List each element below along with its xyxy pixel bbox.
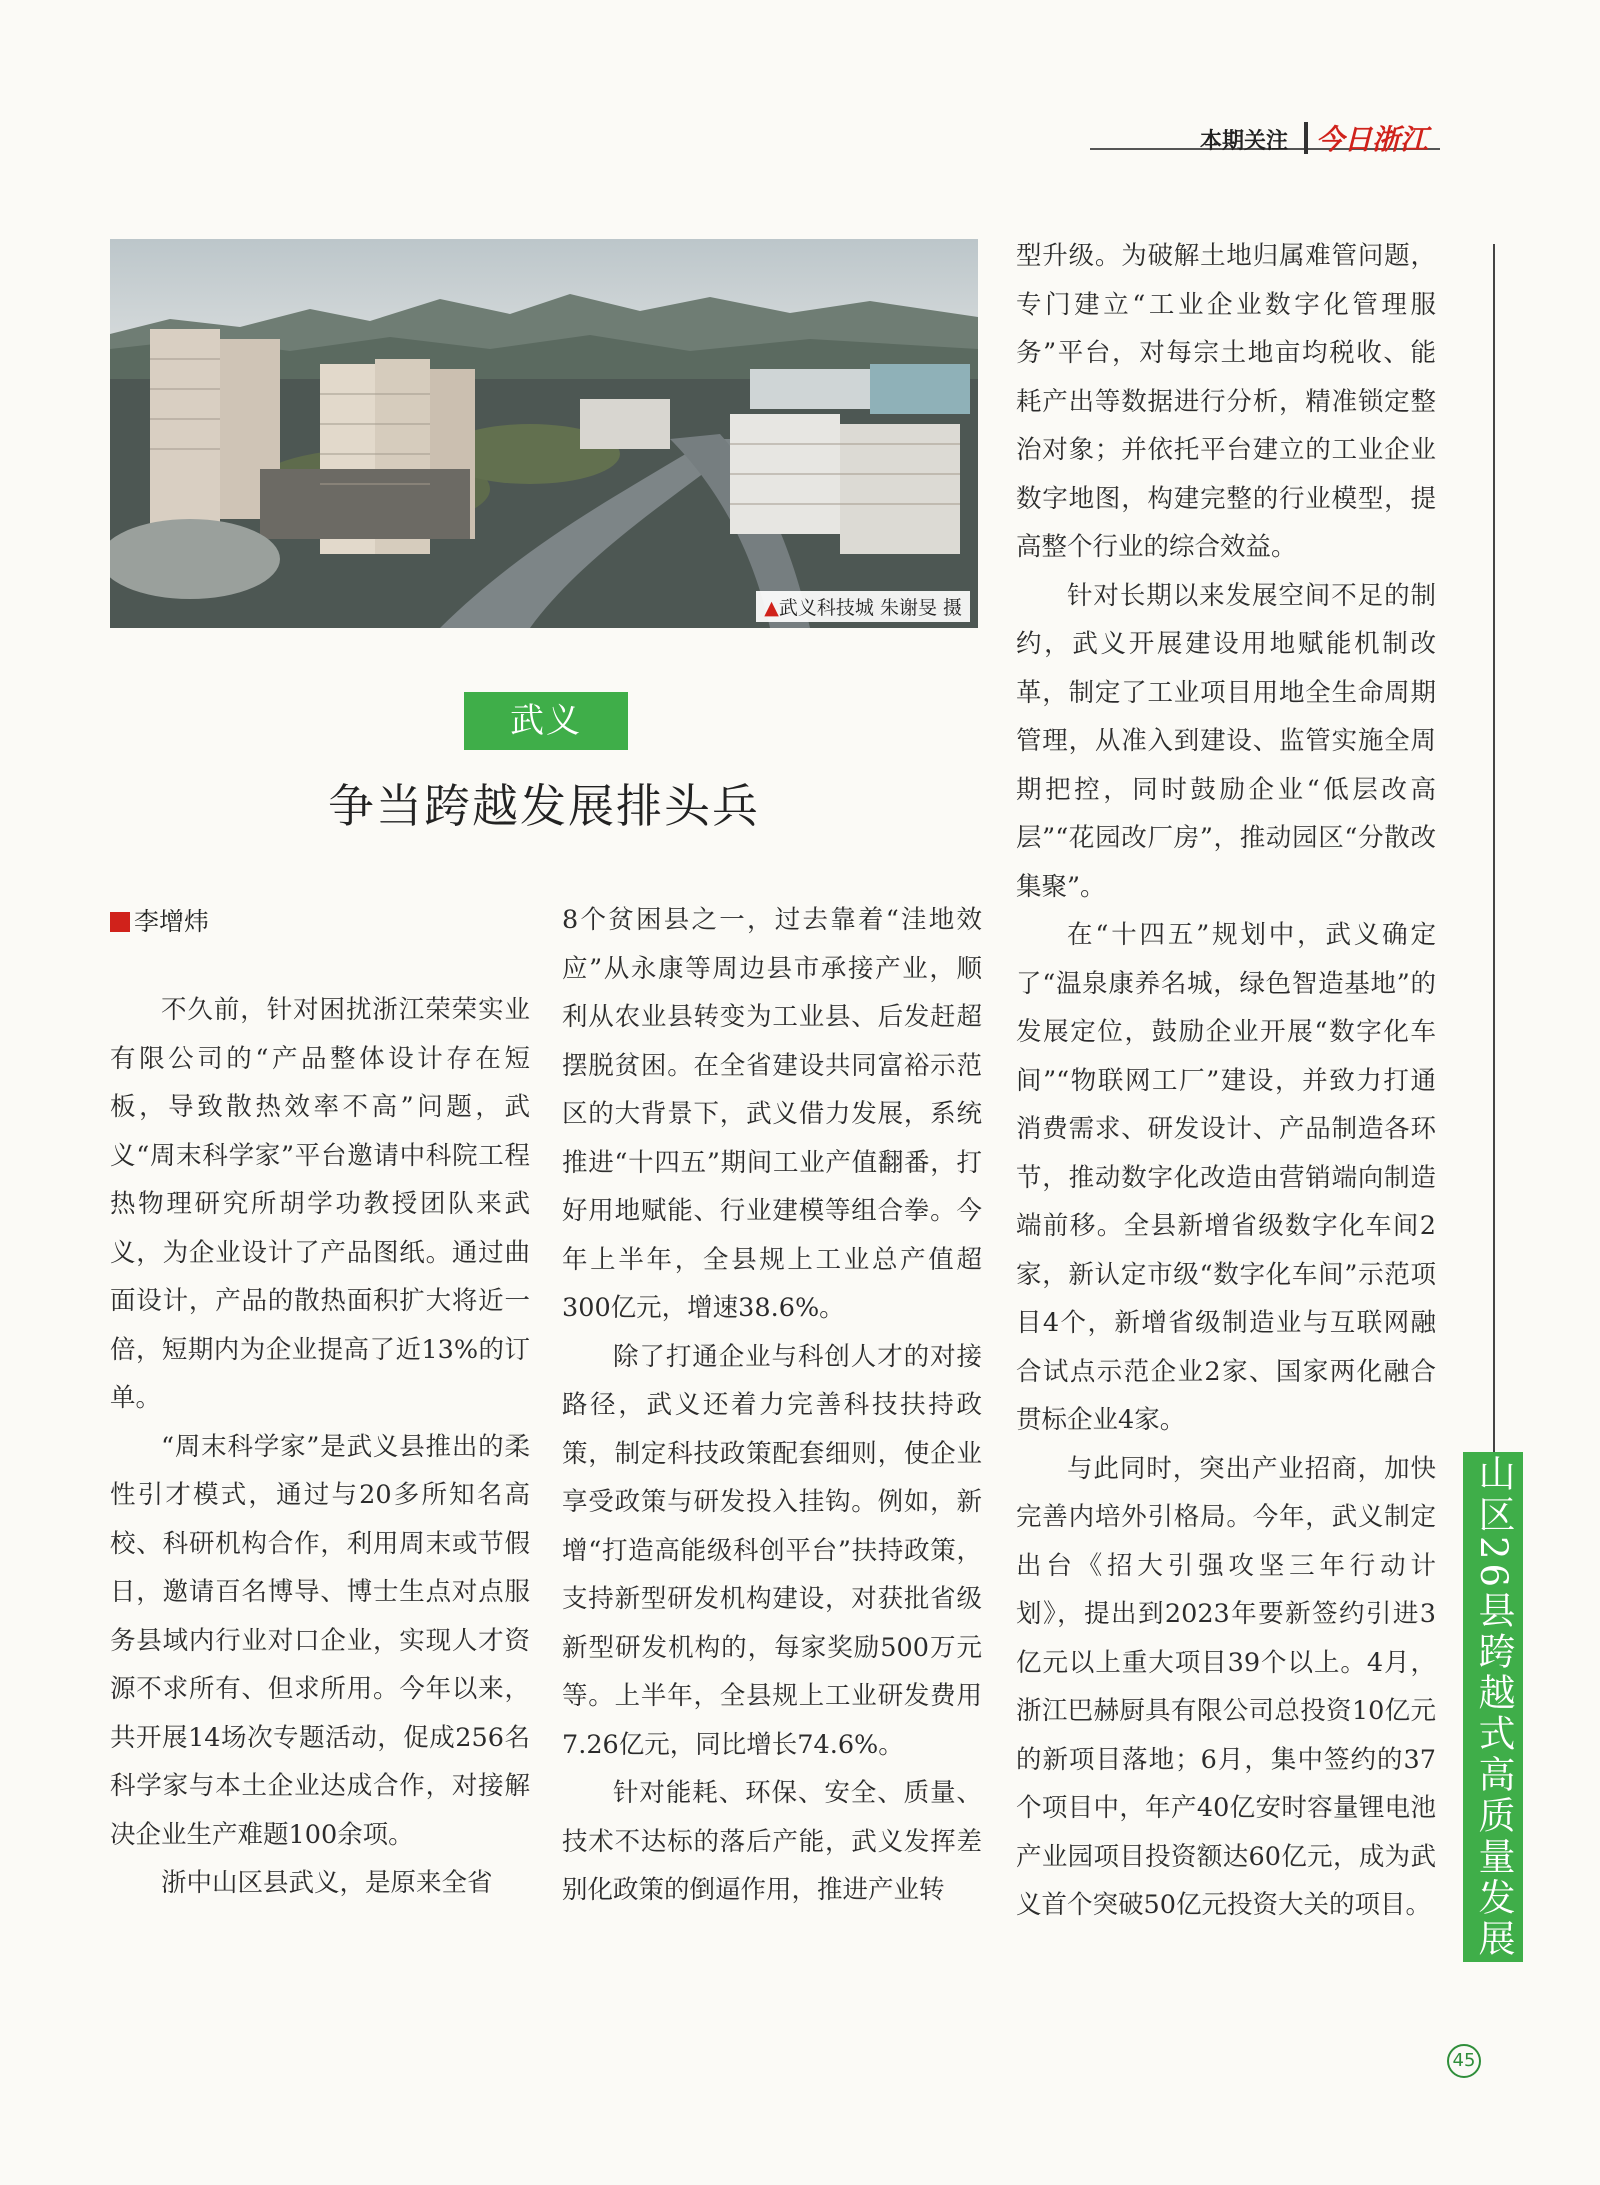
paragraph: 在“十四五”规划中，武义确定了“温泉康养名城，绿色智造基地”的发展定位，鼓励企业开展“数字化车间”“物联网工厂”建设，并致力打通消费需求、研发设计、产品制造各环节，推动数字化改造由营销端向制造端前移。全县新增省级数字化车间2家，新认定市级“数字化车间”示范项目4个，新增省级制造业与互联网融合试点示范企业2家、国家两化融合贯标企业4家。 (1016, 920, 1436, 1435)
paragraph-continued: 型升级。为破解土地归属难管问题，专门建立“工业企业数字化管理服务”平台，对每宗土地亩均税收、能耗产出等数据进行分析，精准锁定整治对象；并依托平台建立的工业企业数字地图，构建完整的行业模型，提高整个行业的综合效益。 (1016, 241, 1436, 562)
article-title: 争当跨越发展排头兵 (328, 779, 760, 833)
column-2 (562, 896, 982, 1915)
paragraph: 除了打通企业与科创人才的对接路径，武义还着力完善科技扶持政策，制定科技政策配套细则，使企业享受政策与研发投入挂钩。例如，新增“打造高能级科创平台”扶持政策，支持新型研发机构建设，对获批省级新型研发机构的，每家奖励500万元等。上半年，全县规上工业研发费用7.26亿元，同比增长74.6%。 (562, 1341, 982, 1760)
photo-caption (756, 591, 970, 622)
page-number: 45 (1447, 2044, 1481, 2078)
author-byline (110, 902, 209, 938)
side-rule (1493, 244, 1495, 1454)
section-label: 本期关注 (1200, 129, 1289, 154)
paragraph: 与此同时，突出产业招商，加快完善内培外引格局。今年，武义制定出台《招大引强攻坚三年行动计划》，提出到2023年要新签约引进3亿元以上重大项目39个以上。4月，浙江巴赫厨具有限公司总投资10亿元的新项目落地；6月，集中签约的37个项目中，年产40亿安时容量锂电池产业园项目投资额达60亿元，成为武义首个突破50亿元投资大关的项目。 (1016, 1453, 1436, 1920)
column-3 (1016, 232, 1436, 1930)
paragraph: 针对长期以来发展空间不足的制约，武义开展建设用地赋能机制改革，制定了工业项目用地全生命周期管理，从准入到建设、监管实施全周期把控，同时鼓励企业“低层改高层”“花园改厂房”，推动园区“分散改集聚”。 (1016, 580, 1436, 902)
article-tag: 武义 (464, 692, 628, 750)
caption-text: 武义科技城 朱谢旻 摄 (778, 597, 962, 619)
paragraph: 针对能耗、环保、安全、质量、技术不达标的落后产能，武义发挥差别化政策的倒逼作用，推进产业转 (562, 1778, 982, 1905)
column-1 (110, 986, 530, 1908)
paragraph: “周末科学家”是武义县推出的柔性引才模式，通过与20多所知名高校、科研机构合作，利用周末或节假日，邀请百名博导、博士生点对点服务县域内行业对口企业，实现人才资源不求所有、但求所用。今年以来，共开展14场次专题活动，促成256名科学家与本土企业达成合作，对接解决企业生产难题100余项。 (110, 1431, 530, 1850)
paragraph: 不久前，针对困扰浙江荣荣实业有限公司的“产品整体设计存在短板，导致散热效率不高”问题，武义“周末科学家”平台邀请中科院工程热物理研究所胡学功教授团队来武义，为企业设计了产品图纸。通过曲面设计，产品的散热面积扩大将近一倍，短期内为企业提高了近13%的订单。 (110, 995, 530, 1413)
author-marker-icon (110, 912, 130, 932)
paragraph-continued: 8个贫困县之一，过去靠着“洼地效应”从永康等周边县市承接产业，顺利从农业县转变为工业县、后发赶超摆脱贫困。在全省建设共同富裕示范区的大背景下，武义借力发展，系统推进“十四五”期间工业产值翻番，打好用地赋能、行业建模等组合拳。今年上半年，全县规上工业总产值超300亿元，增速38.6%。 (562, 905, 982, 1323)
article-photo (110, 239, 978, 628)
header-divider (1304, 122, 1308, 154)
photo-illustration (110, 239, 978, 628)
paragraph: 浙中山区县武义，是原来全省 (161, 1868, 493, 1898)
magazine-logo: 今日浙江 (1316, 123, 1429, 156)
author-name: 李增炜 (134, 907, 210, 936)
caption-triangle-icon: ▲ (764, 597, 779, 619)
series-tab: 山区26县跨越式高质量发展 (1463, 1452, 1523, 1962)
